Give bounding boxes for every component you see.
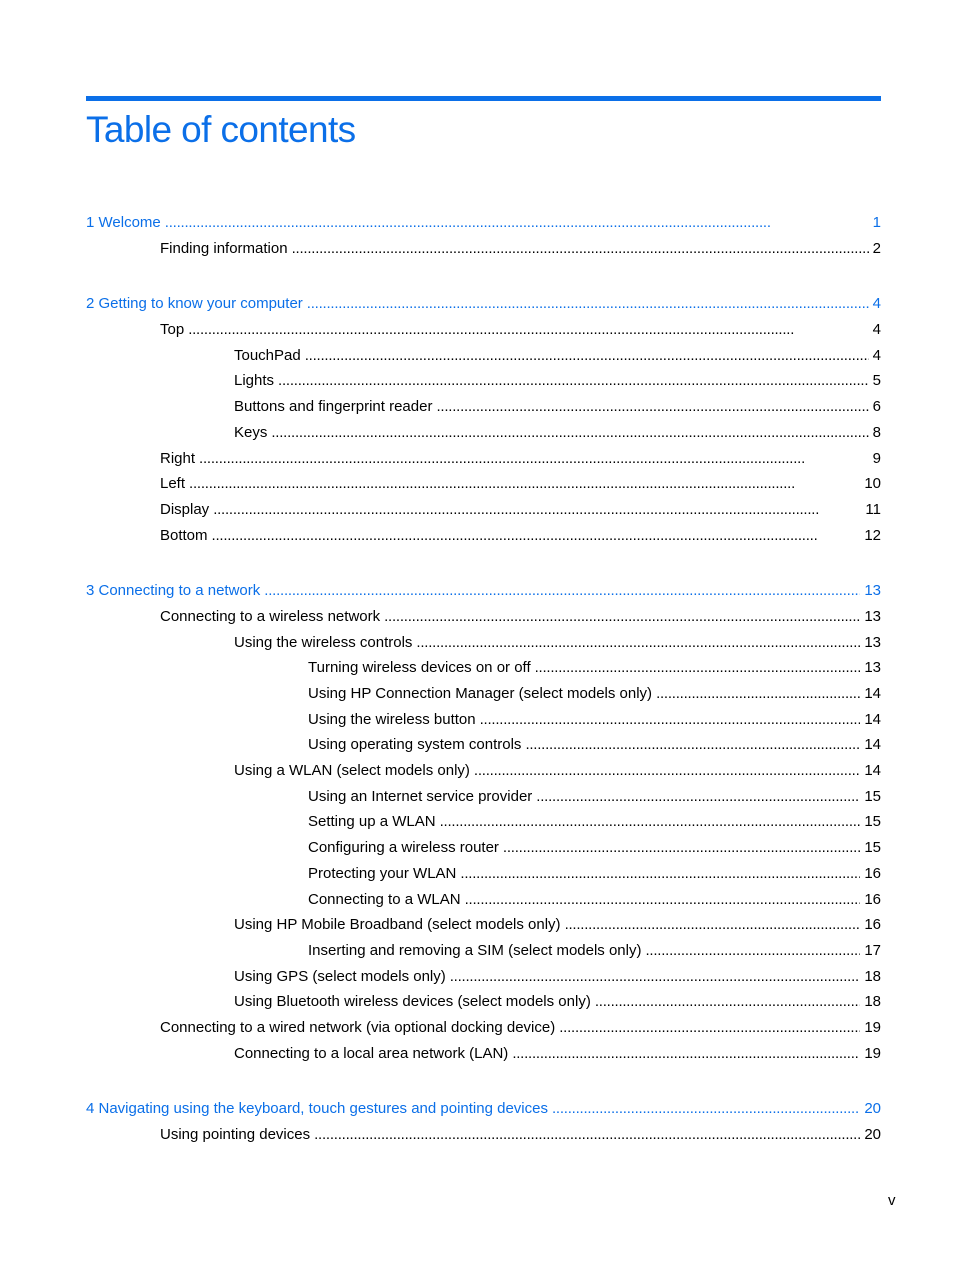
toc-entry-label: 2 Getting to know your computer: [86, 295, 303, 313]
toc-entry[interactable]: [86, 784, 881, 810]
toc-entry[interactable]: [86, 912, 881, 938]
dot-leader: [559, 1015, 860, 1041]
dot-leader: [536, 784, 860, 810]
toc-entry[interactable]: [86, 861, 881, 887]
dot-leader: [450, 964, 861, 990]
dot-leader: [213, 497, 861, 523]
chapter-spacer: [86, 548, 881, 578]
toc-entry-label: Display: [160, 500, 210, 518]
toc-entry[interactable]: [86, 732, 881, 758]
toc-entry-page: 14: [864, 710, 881, 728]
toc-entry-page: 18: [864, 967, 881, 985]
toc-entry[interactable]: [86, 471, 881, 497]
toc-entry[interactable]: [86, 604, 881, 630]
toc-entry-label: Lights: [234, 372, 275, 390]
toc-entry-page: 13: [864, 607, 881, 625]
toc-entry-label: Protecting your WLAN: [308, 864, 457, 882]
toc-entry-label: Inserting and removing a SIM (select models only): [308, 941, 642, 959]
dot-leader: [565, 912, 861, 938]
toc-entry-page: 14: [864, 685, 881, 702]
dot-leader: [278, 368, 869, 394]
toc-entry-label: Finding information: [160, 239, 288, 257]
toc-entry-page: 15: [864, 787, 881, 805]
dot-leader: [440, 809, 861, 835]
toc-entry-label: Using a WLAN (select models only): [234, 762, 470, 780]
toc-entry[interactable]: [86, 420, 881, 446]
dot-leader: [436, 394, 868, 420]
toc-entry-label: Using an Internet service provider: [308, 787, 533, 805]
dot-leader: [474, 758, 860, 784]
dot-leader: [384, 604, 860, 630]
toc-entry-page: 2: [872, 239, 881, 257]
toc-entry-label: Using HP Mobile Broadband (select models only): [234, 916, 561, 934]
table-of-contents: [86, 210, 881, 1148]
toc-entry[interactable]: [86, 707, 881, 733]
toc-entry[interactable]: [86, 655, 881, 681]
toc-entry[interactable]: [86, 1041, 881, 1067]
toc-entry[interactable]: [86, 835, 881, 861]
dot-leader: [512, 1041, 860, 1067]
toc-entry[interactable]: [86, 497, 881, 523]
toc-entry-label: Connecting to a wireless network: [160, 607, 381, 625]
toc-entry-label: Using pointing devices: [160, 1126, 311, 1143]
toc-entry[interactable]: [86, 989, 881, 1015]
dot-leader: [212, 523, 861, 549]
toc-entry-page: 9: [872, 449, 881, 467]
toc-entry[interactable]: [86, 887, 881, 913]
toc-entry[interactable]: [86, 809, 881, 835]
dot-leader: [503, 835, 860, 861]
toc-entry-page: 13: [864, 582, 881, 600]
toc-entry-page: 5: [872, 372, 881, 390]
toc-entry[interactable]: [86, 523, 881, 549]
toc-entry[interactable]: [86, 758, 881, 784]
toc-entry[interactable]: [86, 446, 881, 472]
toc-entry-page: 20: [864, 1100, 881, 1118]
toc-entry-label: 3 Connecting to a network: [86, 582, 261, 600]
dot-leader: [314, 1122, 860, 1148]
dot-leader: [271, 420, 868, 446]
toc-entry-page: 20: [864, 1126, 881, 1143]
toc-entry-label: Using HP Connection Manager (select models only): [308, 685, 653, 702]
toc-entry-label: Configuring a wireless router: [308, 839, 499, 857]
toc-entry-page: 6: [872, 398, 881, 416]
toc-entry-page: 4: [872, 295, 881, 313]
toc-entry[interactable]: [86, 938, 881, 964]
toc-entry-page: 11: [865, 500, 881, 518]
dot-leader: [552, 1096, 860, 1122]
toc-entry-label: Right: [160, 449, 196, 467]
toc-entry-label: Keys: [234, 423, 268, 441]
toc-entry-label: Left: [160, 475, 186, 493]
dot-leader: [305, 343, 869, 369]
dot-leader: [595, 989, 860, 1015]
toc-entry-page: 13: [864, 659, 881, 677]
dot-leader: [189, 471, 860, 497]
toc-entry-page: 1: [872, 214, 881, 231]
toc-entry-page: 15: [864, 839, 881, 857]
dot-leader: [307, 291, 869, 317]
toc-entry-label: Using operating system controls: [308, 736, 522, 754]
chapter-spacer: [86, 1066, 881, 1096]
toc-entry[interactable]: [86, 343, 881, 369]
toc-chapter-entry[interactable]: [86, 291, 881, 317]
dot-leader: [480, 707, 861, 733]
toc-entry-label: Setting up a WLAN: [308, 813, 436, 831]
toc-entry-label: Using GPS (select models only): [234, 967, 446, 985]
toc-entry-page: 19: [864, 1018, 881, 1036]
toc-entry-page: 14: [864, 736, 881, 754]
title-rule: [86, 96, 881, 101]
toc-entry-page: 8: [872, 423, 881, 441]
page-number: v: [888, 1192, 896, 1209]
toc-entry-label: Connecting to a WLAN: [308, 890, 461, 908]
toc-entry-page: 4: [872, 321, 881, 339]
toc-entry-page: 16: [864, 916, 881, 934]
toc-entry[interactable]: [86, 368, 881, 394]
page-title: Table of contents: [86, 109, 356, 150]
toc-chapter-entry[interactable]: [86, 210, 881, 236]
toc-entry-label: Connecting to a wired network (via optional docking device): [160, 1018, 556, 1036]
dot-leader: [264, 578, 860, 604]
toc-entry[interactable]: [86, 236, 881, 262]
toc-entry-page: 15: [864, 813, 881, 831]
toc-entry[interactable]: [86, 317, 881, 343]
toc-entry-label: 1 Welcome: [86, 214, 161, 231]
toc-entry-label: Buttons and fingerprint reader: [234, 398, 433, 416]
dot-leader: [645, 938, 860, 964]
dot-leader: [525, 732, 860, 758]
toc-entry[interactable]: [86, 964, 881, 990]
toc-entry-page: 13: [864, 633, 881, 651]
toc-entry-label: Top: [160, 321, 185, 339]
toc-entry-label: Turning wireless devices on or off: [308, 659, 531, 677]
toc-entry-label: TouchPad: [234, 346, 301, 364]
toc-entry-page: 4: [872, 346, 881, 364]
dot-leader: [656, 681, 860, 707]
toc-entry-label: Using Bluetooth wireless devices (select models only): [234, 993, 591, 1011]
toc-entry-label: Bottom: [160, 526, 208, 544]
dot-leader: [465, 887, 861, 913]
dot-leader: [188, 317, 868, 343]
toc-entry-page: 18: [864, 993, 881, 1011]
toc-entry-page: 16: [864, 890, 881, 908]
dot-leader: [165, 210, 869, 236]
toc-entry-page: 19: [864, 1044, 881, 1062]
dot-leader: [535, 655, 861, 681]
chapter-spacer: [86, 261, 881, 291]
toc-chapter-entry[interactable]: [86, 578, 881, 604]
toc-entry-label: 4 Navigating using the keyboard, touch gestures and pointing devices: [86, 1100, 548, 1118]
dot-leader: [416, 630, 860, 656]
dot-leader: [460, 861, 860, 887]
toc-entry[interactable]: [86, 394, 881, 420]
toc-entry-label: Using the wireless controls: [234, 633, 413, 651]
toc-entry-page: 17: [864, 941, 881, 959]
toc-entry-page: 10: [864, 475, 881, 493]
toc-entry[interactable]: [86, 1015, 881, 1041]
dot-leader: [292, 236, 869, 262]
toc-entry-label: Using the wireless button: [308, 710, 476, 728]
toc-entry-label: Connecting to a local area network (LAN): [234, 1044, 509, 1062]
toc-entry-page: 12: [864, 526, 881, 544]
toc-entry[interactable]: [86, 1122, 881, 1148]
toc-entry-page: 14: [864, 762, 881, 780]
toc-entry-page: 16: [864, 864, 881, 882]
toc-entry[interactable]: [86, 630, 881, 656]
toc-entry[interactable]: [86, 681, 881, 707]
dot-leader: [199, 446, 869, 472]
toc-chapter-entry[interactable]: [86, 1096, 881, 1122]
